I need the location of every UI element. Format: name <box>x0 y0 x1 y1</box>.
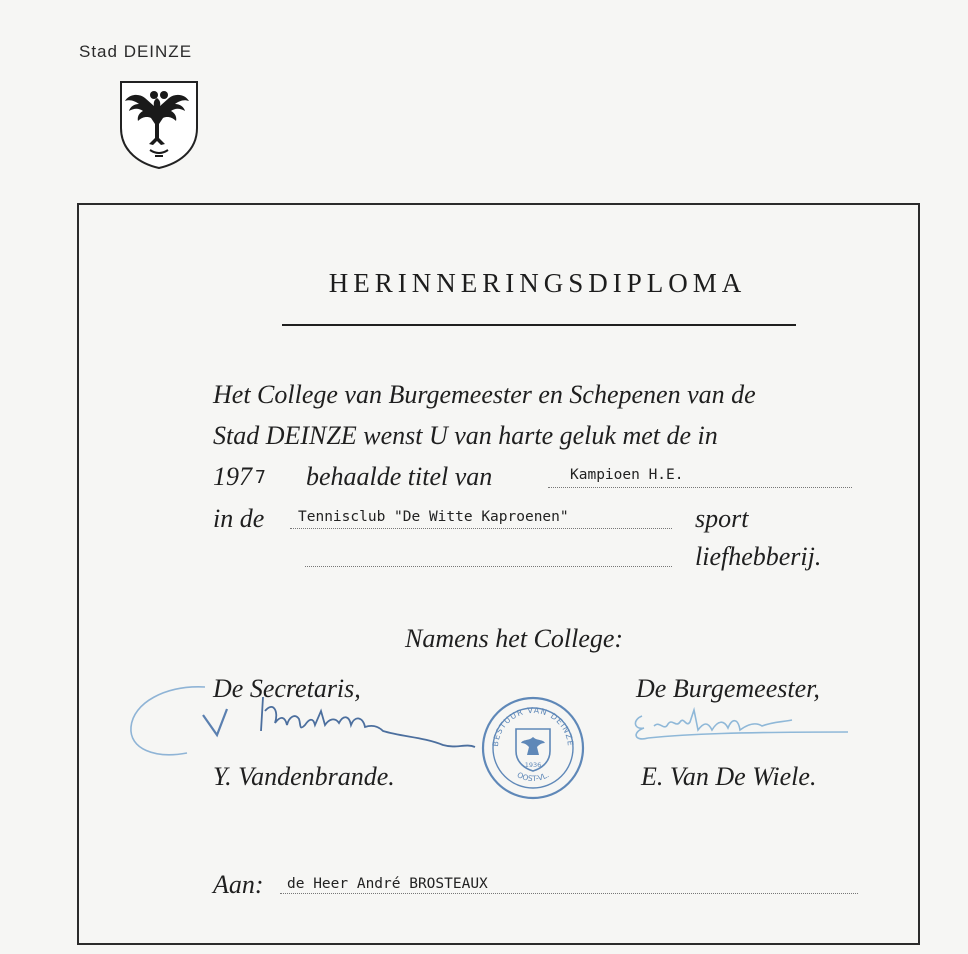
year-typed-digit: 7 <box>255 467 266 488</box>
body-line-1: Het College van Burgemeester en Schepenen van de <box>213 380 756 409</box>
seal-year: 1936 <box>524 761 542 769</box>
on-behalf-heading: Namens het College: <box>405 624 624 653</box>
diploma-title: HERINNERINGSDIPLOMA <box>328 268 747 298</box>
mayor-role: De Burgemeester, <box>636 674 820 703</box>
diploma-frame <box>77 203 920 945</box>
club-dotted-line <box>290 528 672 529</box>
word-sport: sport <box>695 504 749 533</box>
seal-top-text: BESTUUR VAN DEINZE <box>490 705 576 748</box>
secretary-signature-icon <box>125 675 485 765</box>
mayor-signature-icon <box>628 706 858 746</box>
title-dotted-line <box>548 487 852 488</box>
title-underline <box>282 324 796 326</box>
municipal-seal-icon <box>480 695 586 801</box>
club-value: Tennisclub "De Witte Kaproenen" <box>298 509 569 525</box>
body-line-4-prefix: in de <box>213 504 265 533</box>
secretary-name: Y. Vandenbrande. <box>213 762 395 791</box>
recipient-value: de Heer André BROSTEAUX <box>287 876 488 892</box>
seal-bottom-text: OOST-VL. <box>515 770 551 784</box>
body-line-2: Stad DEINZE wenst U van harte geluk met de in <box>213 421 718 450</box>
mayor-name: E. Van De Wiele. <box>641 762 817 791</box>
club-dotted-line-2 <box>305 566 672 567</box>
body-line-3: behaalde titel van <box>306 462 493 491</box>
word-liefhebberij: liefhebberij. <box>695 542 822 571</box>
title-value: Kampioen H.E. <box>570 467 684 483</box>
city-name: Stad DEINZE <box>79 42 193 61</box>
coat-of-arms-icon <box>117 78 201 170</box>
secretary-role: De Secretaris, <box>213 674 361 703</box>
recipient-label: Aan: <box>213 870 264 899</box>
year-prefix: 197 <box>213 462 252 491</box>
recipient-dotted-line <box>280 893 858 894</box>
svg-text:OOST-VL. <box>516 770 551 783</box>
